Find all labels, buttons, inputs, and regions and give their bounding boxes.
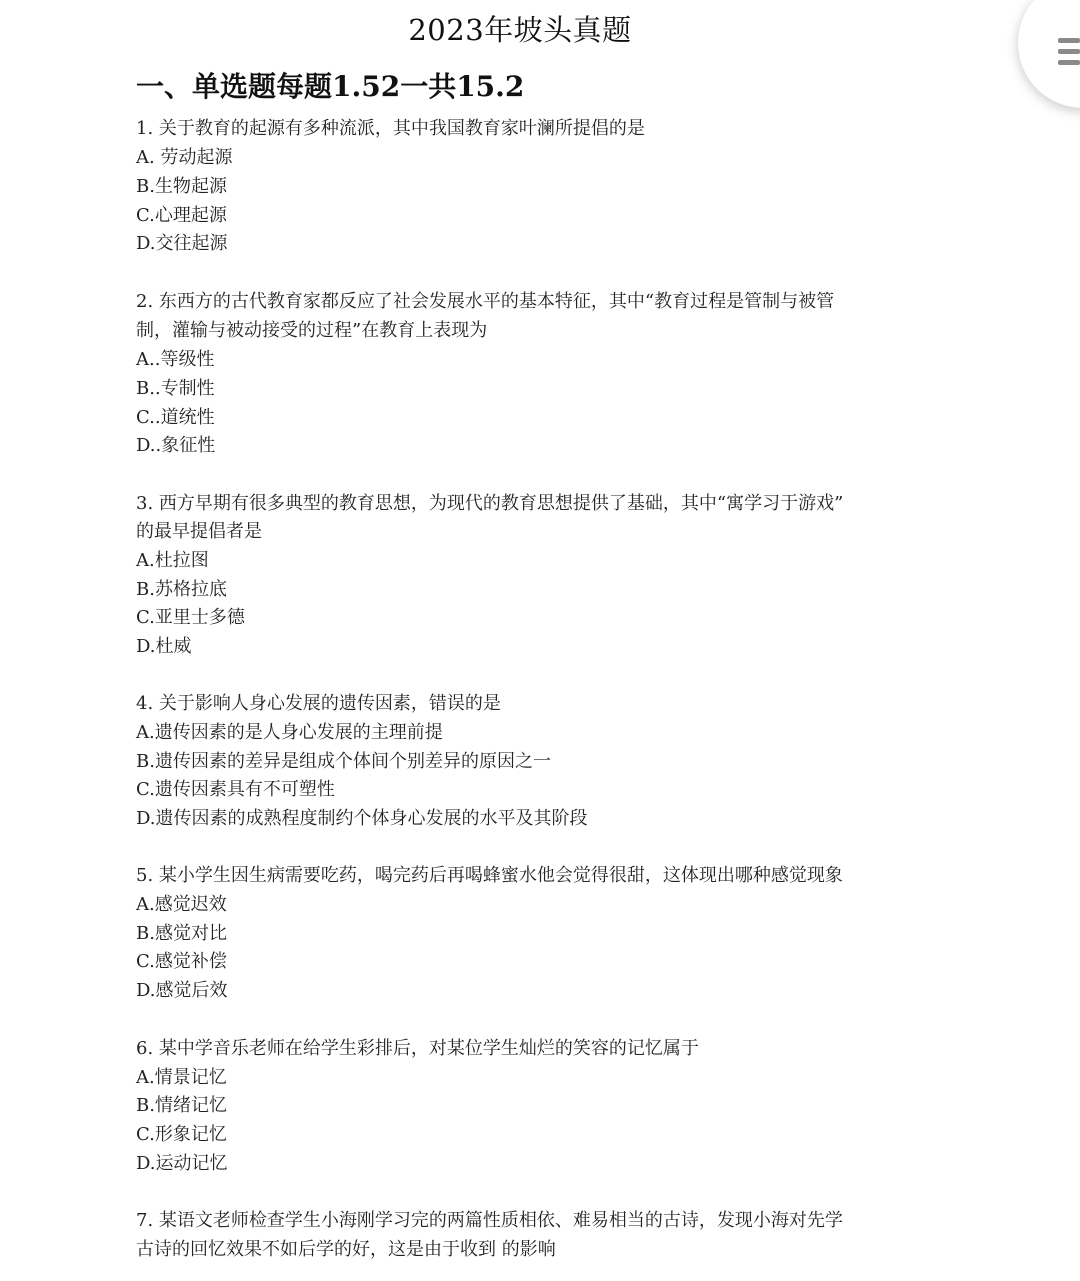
document-title: 2023年坡头真题 [408,13,632,47]
question-4-option-a: A.遗传因素的是人身心发展的主理前提 [136,722,443,743]
question-7-stem-line-2: 古诗的回忆效果不如后学的好，这是由于收到 的影响 [136,1239,556,1260]
question-3-option-a: A.杜拉图 [136,550,209,571]
hamburger-menu-icon[interactable] [1058,38,1080,68]
question-5-option-b: B.感觉对比 [136,923,227,944]
question-4-option-b: B.遗传因素的差异是组成个体间个别差异的原因之一 [136,751,551,772]
question-4-option-c: C.遗传因素具有不可塑性 [136,779,335,800]
question-2-option-c: C..道统性 [136,407,215,428]
question-2-stem-line-2: 制，灌输与被动接受的过程”在教育上表现为 [136,320,488,341]
question-4-stem: 4. 关于影响人身心发展的遗传因素，错误的是 [136,693,501,714]
question-2-option-d: D..象征性 [136,435,216,456]
section-heading: 一、单选题每题1.52一共15.2 [136,70,525,103]
question-2-option-a: A..等级性 [136,349,215,370]
question-1-option-c: C.心理起源 [136,205,227,226]
question-6-option-b: B.情绪记忆 [136,1095,227,1116]
question-6-option-d: D.运动记忆 [136,1153,228,1174]
question-3-option-d: D.杜威 [136,636,192,657]
question-1-option-a: A. 劳动起源 [136,147,233,168]
question-5-stem: 5. 某小学生因生病需要吃药，喝完药后再喝蜂蜜水他会觉得很甜，这体现出哪种感觉现象 [136,865,843,886]
question-3-option-c: C.亚里士多德 [136,607,245,628]
question-4-option-d: D.遗传因素的成熟程度制约个体身心发展的水平及其阶段 [136,808,588,829]
question-5-option-a: A.感觉迟效 [136,894,227,915]
question-2-stem-line-1: 2. 东西方的古代教育家都反应了社会发展水平的基本特征，其中“教育过程是管制与被管 [136,291,835,312]
question-7-stem-line-1: 7. 某语文老师检查学生小海刚学习完的两篇性质相依、难易相当的古诗，发现小海对先学 [136,1210,843,1231]
question-2-option-b: B..专制性 [136,378,215,399]
question-3-option-b: B.苏格拉底 [136,579,227,600]
question-1-option-b: B.生物起源 [136,176,227,197]
question-5-option-d: D.感觉后效 [136,980,228,1001]
question-6-option-c: C.形象记忆 [136,1124,227,1145]
question-1-option-d: D.交往起源 [136,233,228,254]
question-6-stem: 6. 某中学音乐老师在给学生彩排后，对某位学生灿烂的笑容的记忆属于 [136,1038,699,1059]
question-3-stem-line-2: 的最早提倡者是 [136,521,262,542]
question-1-stem: 1. 关于教育的起源有多种流派，其中我国教育家叶澜所提倡的是 [136,118,645,139]
question-3-stem-line-1: 3. 西方早期有很多典型的教育思想，为现代的教育思想提供了基础，其中“寓学习于游戏” [136,493,844,514]
question-5-option-c: C.感觉补偿 [136,951,227,972]
question-6-option-a: A.情景记忆 [136,1067,227,1088]
